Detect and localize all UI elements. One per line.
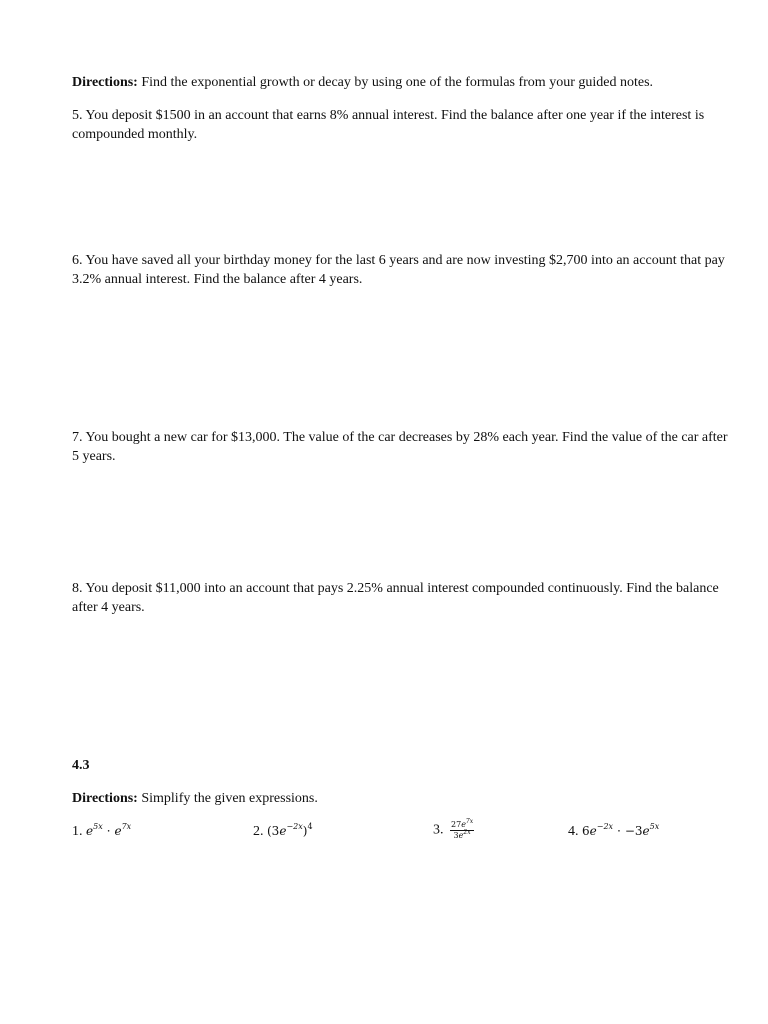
directions-text: Simplify the given expressions. bbox=[137, 791, 318, 806]
outer-exponent: 4 bbox=[307, 822, 313, 831]
expression-3 bbox=[433, 820, 474, 841]
problem-6: 6. You have saved all your birthday money for the last 6 years and are now investing $2,700 into an account that pay 3.2% annual interest. Find the balance after 4 years. bbox=[72, 253, 725, 287]
section-heading: 4.3 bbox=[72, 758, 90, 773]
open-paren: (3 bbox=[267, 824, 280, 838]
operator: ⋅ bbox=[613, 824, 625, 838]
exponent: 5x bbox=[93, 822, 103, 831]
coefficient: 27 bbox=[451, 820, 462, 829]
denominator bbox=[450, 831, 474, 841]
expression-number: 2. bbox=[253, 824, 264, 839]
expression-4 bbox=[568, 824, 659, 840]
problem-7: 7. You bought a new car for $13,000. The value of the car decreases by 28% each year. Find the value of the car after 5 years. bbox=[72, 430, 728, 464]
directions-text: Find the exponential growth or decay by using one of the formulas from your guided notes. bbox=[137, 75, 654, 90]
coefficient: 6 bbox=[582, 824, 590, 838]
close-paren: ) bbox=[302, 824, 308, 838]
exponent: −2x bbox=[286, 822, 303, 831]
base: e bbox=[458, 831, 464, 840]
expression-2 bbox=[253, 824, 313, 840]
expression-math bbox=[582, 824, 659, 838]
problem-8: 8. You deposit $11,000 into an account that pays 2.25% annual interest compounded continuously. Find the balance after 4 years. bbox=[72, 581, 719, 615]
expression-math bbox=[86, 824, 131, 838]
base: e bbox=[642, 824, 650, 838]
expression-1 bbox=[72, 824, 131, 840]
problem-5: 5. You deposit $1500 in an account that earns 8% annual interest. Find the balance after one year if the interest is compounded monthly. bbox=[72, 108, 705, 142]
base: e bbox=[461, 820, 466, 829]
operator: ⋅ bbox=[102, 824, 115, 838]
base: e bbox=[279, 824, 287, 838]
expression-number: 4. bbox=[568, 824, 579, 839]
exponent: 5x bbox=[649, 822, 660, 831]
directions-simplify bbox=[72, 789, 732, 808]
exponent: −2x bbox=[596, 822, 614, 831]
base: e bbox=[589, 824, 597, 838]
exponent: 7x bbox=[121, 822, 132, 831]
expression-math bbox=[267, 824, 313, 838]
directions-growth-decay bbox=[72, 73, 732, 92]
coefficient: 3 bbox=[453, 831, 459, 840]
directions-label: Directions: bbox=[72, 75, 138, 90]
base: e bbox=[86, 824, 94, 838]
base: e bbox=[114, 824, 122, 838]
directions-label: Directions: bbox=[72, 791, 138, 806]
coefficient: −3 bbox=[624, 824, 643, 838]
exponent: 2x bbox=[463, 829, 471, 836]
exponent: 7x bbox=[465, 818, 474, 825]
fraction bbox=[450, 820, 474, 841]
expression-number: 3. bbox=[433, 822, 444, 838]
expression-number: 1. bbox=[72, 824, 83, 839]
